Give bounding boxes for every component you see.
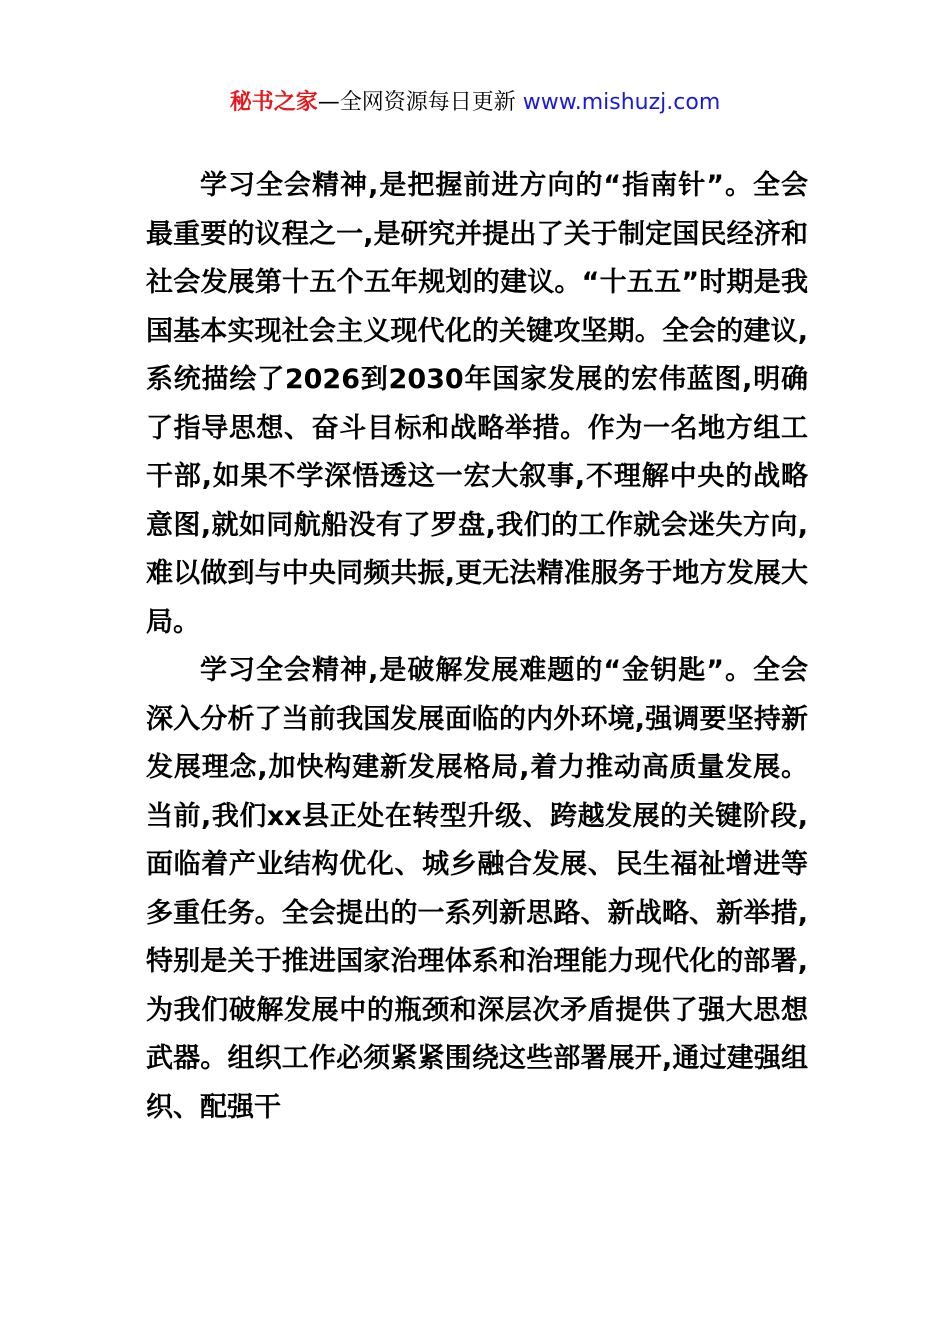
brand-name: 秘书之家 (229, 90, 318, 115)
paragraph-1: 学习全会精神,是把握前进方向的“指南针”。全会最重要的议程之一,是研究并提出了关于制定国民经济和社会发展第十五个五年规划的建议。“十五五”时期是我国基本实现社会主义现代化的关键攻坚期。全会的建议,系统描绘了2026到2030年国家发展的宏伟蓝图,明确了指导思想、奋斗目标和战略举措。作为一名地方组工干部,如果不学深悟透这一宏大叙事,不理解中央的战略意图,就如同航船没有了罗盘,我们的工作就会迷失方向,难以做到与中央同频共振,更无法精准服务于地方发展大局。 (146, 170, 808, 638)
page-header (0, 86, 950, 120)
paragraph-2: 学习全会精神,是破解发展难题的“金钥匙”。全会深入分析了当前我国发展面临的内外环境,强调要坚持新发展理念,加快构建新发展格局,着力推动高质量发展。当前,我们xx县正处在转型升级、跨越发展的关键阶段,面临着产业结构优化、城乡融合发展、民生福祉增进等多重任务。全会提出的一系列新思路、新战略、新举措,特别是关于推进国家治理体系和治理能力现代化的部署,为我们破解发展中的瓶颈和深层次矛盾提供了强大思想武器。组织工作必须紧紧围绕这些部署展开,通过建强组织、配强干 (146, 655, 808, 1123)
header-tagline: —全网资源每日更新 (317, 90, 516, 115)
document-body (146, 162, 808, 1132)
website-link[interactable]: www.mishuzj.com (522, 90, 721, 115)
